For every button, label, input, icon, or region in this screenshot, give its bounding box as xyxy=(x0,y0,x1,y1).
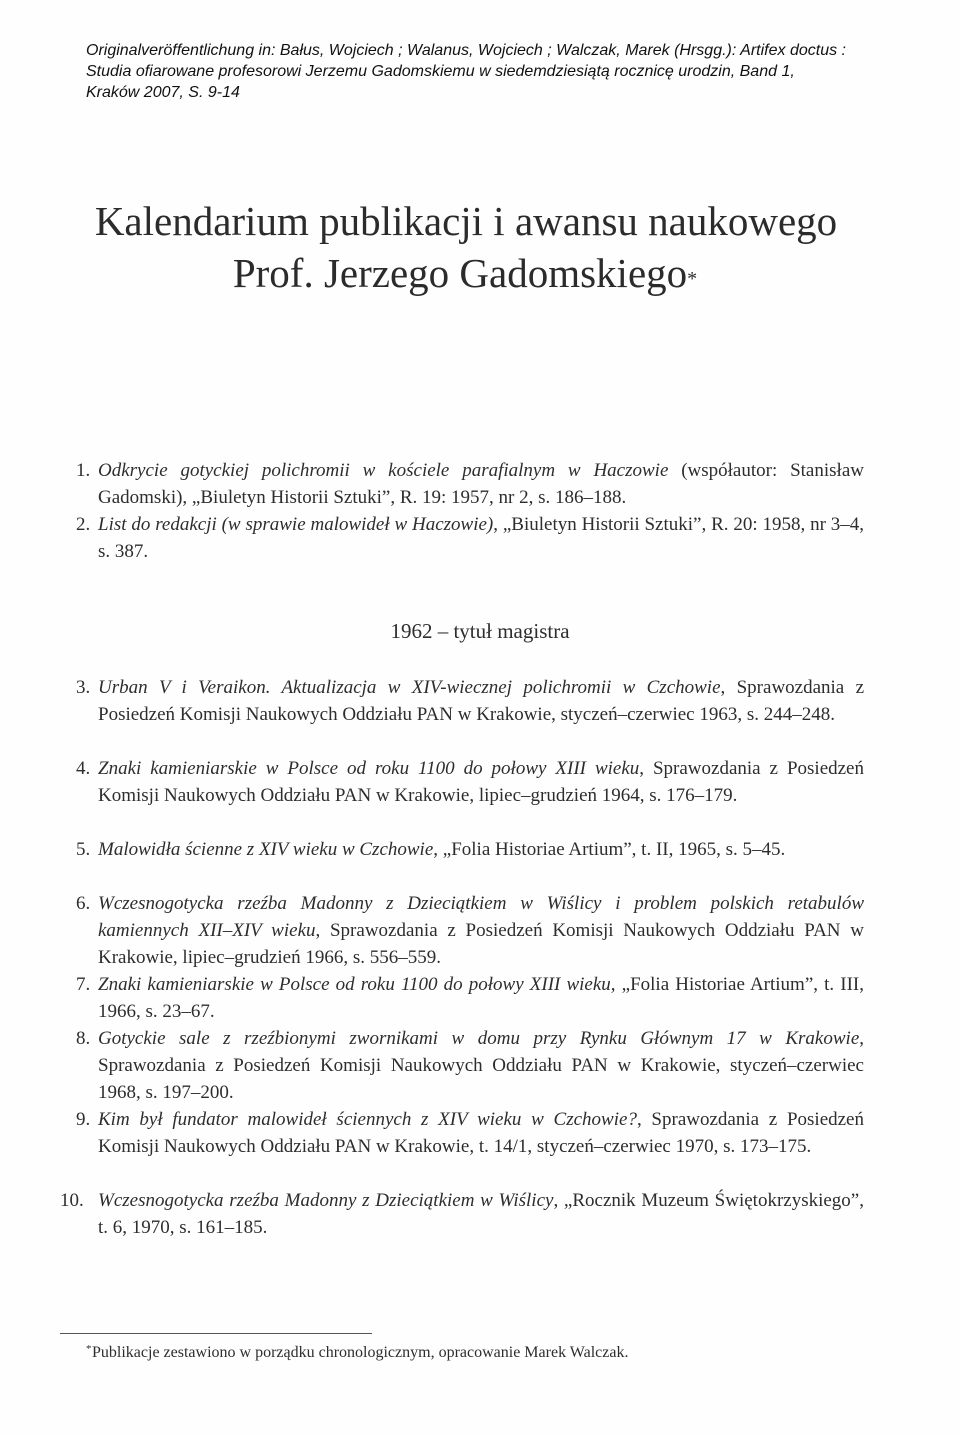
entry-title: Znaki kamieniarskie w Polsce od roku 1100 do połowy XIII wieku xyxy=(98,974,611,995)
entry-number: 8. xyxy=(76,1028,91,1049)
banner-line-3: Kraków 2007, S. 9-14 xyxy=(86,84,240,101)
footnote-text: Publikacje zestawiono w porządku chronologicznym, opracowanie Marek Walczak. xyxy=(92,1344,629,1361)
banner-line-2: Studia ofiarowane profesorowi Jerzemu Gadomskiemu w siedemdziesiątą rocznicę urodzin, Band 1, xyxy=(86,63,795,80)
entry-details: , „Biuletyn Historii Sztuki”, R. 20: 1958, nr 3–4, s. 387. xyxy=(98,514,864,562)
publication-entry xyxy=(76,511,864,565)
entry-title: Odkrycie gotyckiej polichromii w kościele parafialnym w Haczowie xyxy=(98,460,669,481)
title-footnote-mark: * xyxy=(687,268,698,290)
publication-entry xyxy=(76,836,864,863)
entry-number: 5. xyxy=(76,839,91,860)
publication-entry xyxy=(76,971,864,1025)
publication-entry xyxy=(76,890,864,971)
entry-number: 9. xyxy=(76,1109,91,1130)
page-title-line-1: Kalendarium publikacji i awansu naukowego xyxy=(94,198,838,244)
entry-number: 4. xyxy=(76,758,91,779)
entry-details: , „Rocznik Muzeum Świętokrzyskiego”, t. 6, 1970, s. 161–185. xyxy=(98,1190,864,1238)
source-citation-banner xyxy=(86,40,946,103)
entry-title: List do redakcji (w sprawie malowideł w Haczowie) xyxy=(98,514,494,535)
footnote-divider xyxy=(60,1333,372,1334)
entry-details: (współautor: Stanisław Gadomski), „Biuletyn Historii Sztuki”, R. 19: 1957, nr 2, s. 186–188. xyxy=(98,460,864,508)
entry-title: Gotyckie sale z rzeźbionymi zwornikami w domu przy Rynku Głównym 17 w Krakowie xyxy=(98,1028,860,1049)
entry-number: 6. xyxy=(76,893,91,914)
section-heading: 1962 – tytuł magistra xyxy=(390,619,570,643)
entry-details: , „Folia Historiae Artium”, t. III, 1966, s. 23–67. xyxy=(98,974,864,1022)
entry-details: , Sprawozdania z Posiedzeń Komisji Naukowych Oddziału PAN w Krakowie, t. 14/1, styczeń–czerwiec 1970, s. 173–175. xyxy=(98,1109,864,1157)
entry-number: 1. xyxy=(76,460,91,481)
entry-details: , „Folia Historiae Artium”, t. II, 1965, s. 5–45. xyxy=(433,839,786,860)
entry-details: , Sprawozdania z Posiedzeń Komisji Naukowych Oddziału PAN w Krakowie, styczeń–czerwiec 1963, s. 244–248. xyxy=(98,677,865,725)
entry-title: Wczesnogotycka rzeźba Madonny z Dzieciątkiem w Wiślicy xyxy=(98,1190,554,1211)
footnote-mark: * xyxy=(86,1343,92,1355)
publication-entry xyxy=(76,1106,864,1160)
publication-entry xyxy=(76,755,864,809)
entry-title: Znaki kamieniarskie w Polsce od roku 1100 do połowy XIII wieku xyxy=(98,758,640,779)
entry-title: Urban V i Veraikon. Aktualizacja w XIV-wiecznej polichromii w Czchowie xyxy=(98,677,721,698)
publication-entry xyxy=(76,1025,864,1106)
page-title-line-2-text: Prof. Jerzego Gadomskiego xyxy=(232,250,688,296)
publication-entry xyxy=(76,457,864,511)
entry-details: , Sprawozdania z Posiedzeń Komisji Naukowych Oddziału PAN w Krakowie, lipiec–grudzień 1966, s. 556–559. xyxy=(98,920,864,968)
entry-number: 7. xyxy=(76,974,91,995)
entry-details: , Sprawozdania z Posiedzeń Komisji Naukowych Oddziału PAN w Krakowie, styczeń–czerwiec 1968, s. 197–200. xyxy=(98,1028,864,1103)
entry-number: 3. xyxy=(76,677,91,698)
entry-title: Kim był fundator malowideł ściennych z XIV wieku w Czchowie? xyxy=(98,1109,637,1130)
entry-title: Malowidła ścienne z XIV wieku w Czchowie xyxy=(98,839,434,860)
entry-details: , Sprawozdania z Posiedzeń Komisji Naukowych Oddziału PAN w Krakowie, lipiec–grudzień 1964, s. 176–179. xyxy=(98,758,864,806)
entry-title: Wczesnogotycka rzeźba Madonny z Dzieciątkiem w Wiślicy i problem polskich retabulów kamiennych XII–XIV wieku xyxy=(98,893,864,941)
publication-entry xyxy=(76,674,865,728)
entry-number: 10. xyxy=(60,1190,84,1211)
publication-entry xyxy=(60,1187,864,1241)
footnote xyxy=(86,1341,892,1365)
banner-line-1: Originalveröffentlichung in: Bałus, Wojciech ; Walanus, Wojciech ; Walczak, Marek (Hrsgg.): Artifex doctus : xyxy=(86,42,846,59)
entry-number: 2. xyxy=(76,514,91,535)
page-title-line-2 xyxy=(0,248,945,298)
